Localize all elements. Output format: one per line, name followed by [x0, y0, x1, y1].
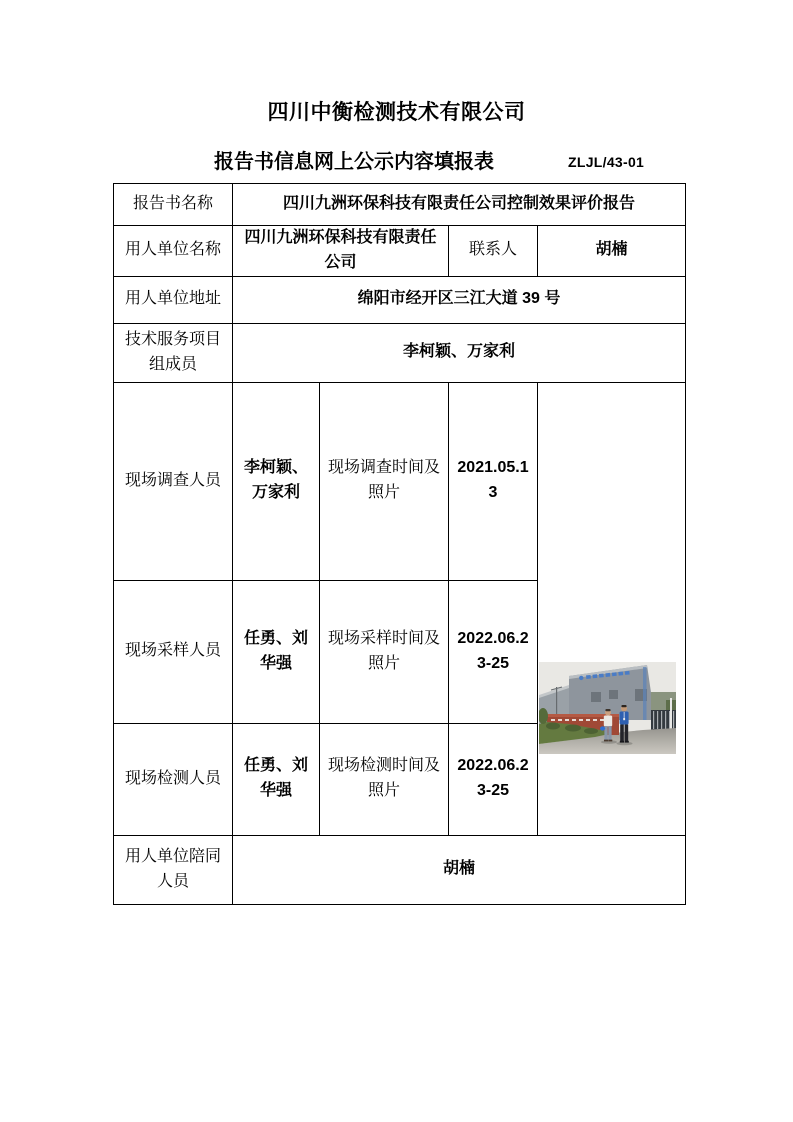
site-survey-label: 现场调查人员	[114, 382, 233, 580]
site-survey-time-value: 2021.05.13	[449, 382, 538, 580]
form-title-row	[214, 149, 644, 175]
site-testing-time-label: 现场检测时间及照片	[320, 723, 449, 835]
company-title: 四川中衡检测技术有限公司	[267, 101, 526, 124]
row-employer-address	[114, 276, 686, 323]
employer-address-label: 用人单位地址	[114, 276, 233, 323]
site-sampling-time-value: 2022.06.23-25	[449, 580, 538, 723]
employer-name-value: 四川九洲环保科技有限责任公司	[233, 226, 449, 277]
site-testing-time-value: 2022.06.23-25	[449, 723, 538, 835]
contact-value: 胡楠	[538, 226, 686, 277]
form-title: 报告书信息网上公示内容填报表	[214, 151, 494, 173]
row-project-team	[114, 323, 686, 382]
site-testing-personnel: 任勇、刘华强	[233, 723, 320, 835]
form-code: ZLJL/43-01	[568, 154, 645, 170]
report-info-table	[113, 183, 686, 905]
site-photo	[539, 662, 676, 754]
report-name-label: 报告书名称	[114, 184, 233, 226]
project-team-label: 技术服务项目组成员	[114, 323, 233, 382]
row-report-name	[114, 184, 686, 226]
employer-name-label: 用人单位名称	[114, 226, 233, 277]
row-employer-name	[114, 226, 686, 277]
site-testing-label: 现场检测人员	[114, 723, 233, 835]
accompanying-label: 用人单位陪同人员	[114, 835, 233, 904]
site-photo-cell	[538, 382, 686, 835]
site-sampling-time-label: 现场采样时间及照片	[320, 580, 449, 723]
site-sampling-label: 现场采样人员	[114, 580, 233, 723]
project-team-value: 李柯颖、万家利	[233, 323, 686, 382]
site-sampling-personnel: 任勇、刘华强	[233, 580, 320, 723]
contact-label: 联系人	[449, 226, 538, 277]
employer-address-value: 绵阳市经开区三江大道 39 号	[233, 276, 686, 323]
site-survey-time-label: 现场调查时间及照片	[320, 382, 449, 580]
row-site-survey	[114, 382, 686, 580]
site-survey-personnel: 李柯颖、万家利	[233, 382, 320, 580]
report-name-value: 四川九洲环保科技有限责任公司控制效果评价报告	[233, 184, 686, 226]
accompanying-value: 胡楠	[233, 835, 686, 904]
row-accompanying	[114, 835, 686, 904]
